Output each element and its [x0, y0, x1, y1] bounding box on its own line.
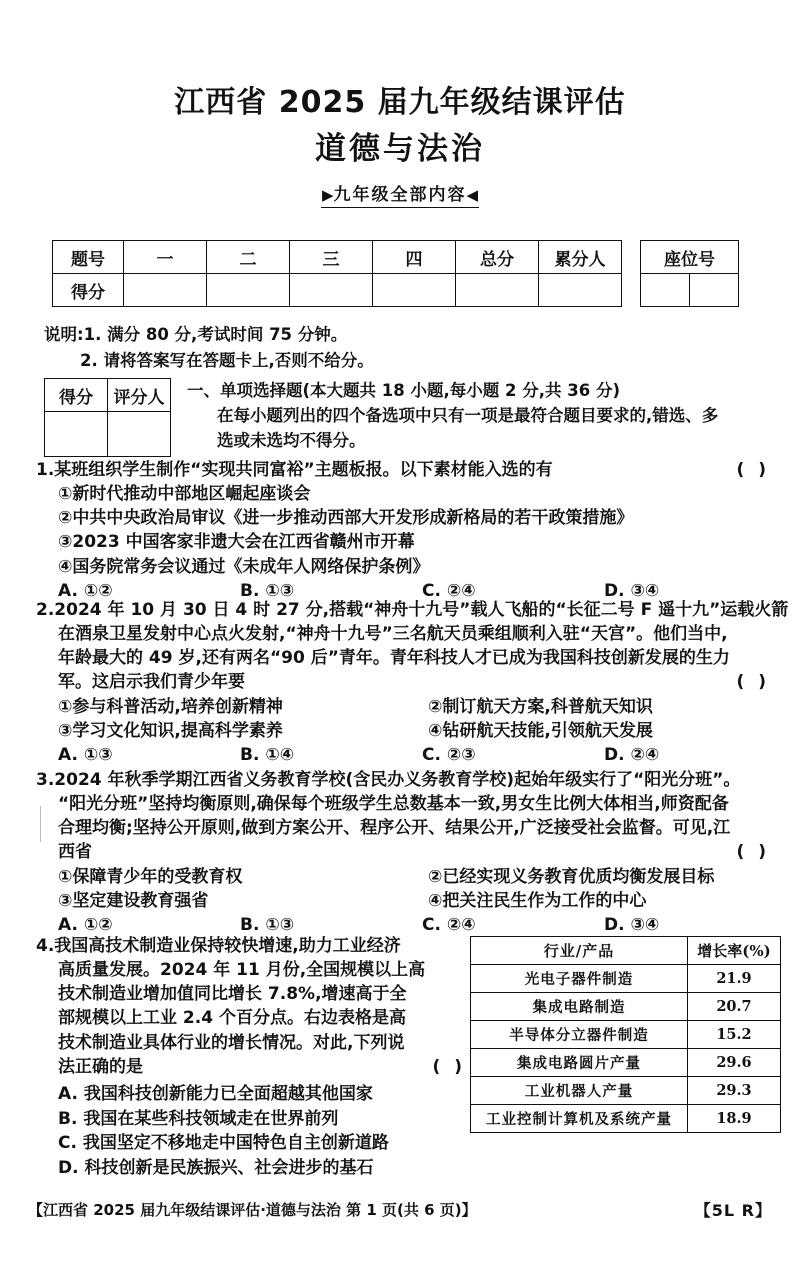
seat-cell-0[interactable] — [641, 274, 690, 307]
question-3-item-3: ③坚定建设教育强省 — [58, 890, 209, 911]
growth-row-2-name: 半导体分立器件制造 — [471, 1021, 688, 1049]
question-4-stem-line-6 — [36, 1055, 466, 1079]
growth-row-1-name: 集成电路制造 — [471, 993, 688, 1021]
growth-table-col-industry: 行业/产品 — [471, 937, 688, 965]
table-row — [45, 379, 171, 412]
question-2-stem-line-4 — [36, 670, 770, 694]
grader-cell-score[interactable] — [45, 412, 108, 457]
question-1-item-4: ④国务院常务会议通过《未成年人网络保护条例》 — [58, 556, 430, 577]
question-2-number: 2. — [36, 600, 55, 620]
question-2-stem-text-4: 军。这启示我们青少年要 — [58, 672, 245, 693]
score-value-3[interactable] — [373, 274, 456, 307]
question-4-options — [58, 1082, 518, 1181]
scope-text: 九年级全部内容 — [333, 184, 467, 205]
question-1-answer-paren[interactable]: ( ) — [736, 460, 770, 480]
growth-row-0-value: 21.9 — [688, 965, 781, 993]
score-value-0[interactable] — [124, 274, 207, 307]
question-3-stem-line-3: 合理均衡;坚持公开原则,做到方案公开、程序公开、结果公开,广泛接受社会监督。可见,江 — [58, 818, 731, 839]
footer-right-code: 【5L R】 — [694, 1201, 772, 1220]
question-1-option-c[interactable]: C. ②④ — [422, 580, 476, 601]
instructions-line-1 — [44, 322, 374, 348]
question-4-stem-text-1: 我国高技术制造业保持较快增速,助力工业经济 — [54, 936, 401, 956]
question-3-items-row-1 — [36, 865, 770, 889]
score-col-0: 一 — [124, 241, 207, 274]
table-row — [53, 241, 622, 274]
growth-row-4-name: 工业机器人产量 — [471, 1077, 688, 1105]
question-2-item-3: ③学习文化知识,提高科学素养 — [58, 720, 283, 741]
growth-row-5-name: 工业控制计算机及系统产量 — [471, 1105, 688, 1133]
triangle-right-icon: ▶ — [321, 185, 334, 204]
question-4-stem-line-5: 技术制造业具体行业的增长情况。对此,下列说 — [58, 1032, 405, 1053]
question-3-stem-line-2: “阳光分班”坚持均衡原则,确保每个班级学生总数基本一致,男女生比例大体相当,师资配备 — [58, 794, 729, 815]
seat-cell-1[interactable] — [690, 274, 739, 307]
growth-table-col-rate: 增长率(%) — [688, 937, 781, 965]
score-value-4[interactable] — [456, 274, 539, 307]
growth-row-5-value: 18.9 — [688, 1105, 781, 1133]
question-1-item-2: ②中共中央政治局审议《进一步推动西部大开发形成新格局的若干政策措施》 — [58, 508, 634, 529]
triangle-left-icon: ◀ — [466, 185, 479, 204]
question-3-item-2: ②已经实现义务教育优质均衡发展目标 — [428, 866, 715, 887]
question-2-option-d[interactable]: D. ②④ — [604, 744, 660, 765]
question-3-option-c[interactable]: C. ②④ — [422, 914, 476, 935]
table-row — [641, 241, 739, 274]
question-4-stem-text-6: 法正确的是 — [58, 1056, 143, 1077]
question-3-option-a[interactable]: A. ①② — [58, 914, 113, 935]
question-4-stem-line-1 — [36, 934, 466, 958]
subject-title: 道德与法治 — [315, 130, 485, 167]
table-row — [471, 965, 781, 993]
question-1-option-d[interactable]: D. ③④ — [604, 580, 660, 601]
question-1-number: 1. — [36, 460, 55, 480]
table-row — [53, 274, 622, 307]
growth-rate-table-wrap — [470, 936, 781, 1133]
score-row-label-0: 题号 — [53, 241, 124, 274]
score-col-4: 总分 — [456, 241, 539, 274]
growth-rate-table — [470, 936, 781, 1133]
question-1-option-b[interactable]: B. ①③ — [240, 580, 295, 601]
question-2-items-row-1 — [36, 695, 770, 719]
question-2-items-row-2 — [36, 719, 770, 743]
score-col-1: 二 — [207, 241, 290, 274]
question-3-items-row-2 — [36, 889, 770, 913]
question-4-option-b[interactable]: B. 我国在某些科技领域走在世界前列 — [58, 1108, 339, 1129]
question-4-stem-line-2: 高质量发展。2024 年 11 月份,全国规模以上高 — [58, 960, 426, 981]
question-2-stem-line-2: 在酒泉卫星发射中心点火发射,“神舟十九号”三名航天员乘组顺利入驻“天宫”。他们当中, — [58, 624, 728, 645]
question-2-stem-text-1: 2024 年 10 月 30 日 4 时 27 分,搭载“神舟十九号”载人飞船的“长征二号 F 遥十九”运载火箭 — [54, 600, 789, 620]
grader-header-marker: 评分人 — [108, 379, 171, 412]
growth-row-3-value: 29.6 — [688, 1049, 781, 1077]
question-4-option-c[interactable]: C. 我国坚定不移地走中国特色自主创新道路 — [58, 1133, 389, 1154]
instructions-label: 说明: — [44, 325, 84, 344]
question-1-item-1: ①新时代推动中部地区崛起座谈会 — [58, 484, 311, 505]
section-1-heading: 一、单项选择题(本大题共 18 小题,每小题 2 分,共 36 分) — [187, 381, 620, 400]
question-4 — [36, 934, 466, 1079]
question-3-stem-text-1: 2024 年秋季学期江西省义务教育学校(含民办义务教育学校)起始年级实行了“阳光分班”。 — [54, 770, 741, 790]
seat-number-table — [640, 240, 739, 307]
question-2-option-b[interactable]: B. ①④ — [240, 744, 295, 765]
page-title: 江西省 2025 届九年级结课评估 — [174, 85, 626, 120]
question-2-option-c[interactable]: C. ②③ — [422, 744, 476, 765]
growth-row-2-value: 15.2 — [688, 1021, 781, 1049]
score-table — [52, 240, 622, 307]
grader-score-table — [44, 378, 171, 457]
section-1-block — [44, 378, 770, 457]
instructions-block — [44, 322, 374, 373]
table-row — [641, 274, 739, 307]
page-footer — [0, 1198, 800, 1221]
grader-header-score: 得分 — [45, 379, 108, 412]
question-1-stem-text: 某班组织学生制作“实现共同富裕”主题板报。以下素材能入选的有 — [54, 460, 553, 480]
question-2-options — [36, 743, 770, 767]
question-3-answer-paren[interactable]: ( ) — [736, 842, 770, 863]
table-row — [45, 412, 171, 457]
score-value-2[interactable] — [290, 274, 373, 307]
table-header-row — [471, 937, 781, 965]
question-4-number: 4. — [36, 936, 55, 956]
instructions-item-2: 2. 请将答案写在答题卡上,否则不给分。 — [80, 350, 374, 370]
score-value-1[interactable] — [207, 274, 290, 307]
score-row-label-1: 得分 — [53, 274, 124, 307]
question-2 — [36, 598, 789, 767]
question-4-stem-line-3: 技术制造业增加值同比增长 7.8%,增速高于全 — [58, 984, 407, 1005]
question-1 — [36, 458, 770, 603]
question-4-option-a[interactable]: A. 我国科技创新能力已全面超越其他国家 — [58, 1084, 373, 1104]
section-1-text — [187, 378, 718, 453]
question-1-item-3: ③2023 中国客家非遗大会在江西省赣州市开幕 — [58, 532, 415, 553]
growth-row-0-name: 光电子器件制造 — [471, 965, 688, 993]
question-3 — [36, 768, 770, 937]
section-1-instruction-line-2: 选或未选均不得分。 — [217, 430, 366, 450]
table-row — [471, 993, 781, 1021]
score-value-5[interactable] — [539, 274, 622, 307]
question-3-option-d[interactable]: D. ③④ — [604, 914, 660, 935]
question-2-option-a[interactable]: A. ①③ — [58, 744, 113, 765]
footer-left-text: 【江西省 2025 届九年级结课评估·道德与法治 第 1 页(共 6 页)】 — [28, 1201, 477, 1219]
question-3-number: 3. — [36, 770, 55, 790]
question-3-item-4: ④把关注民生作为工作的中心 — [428, 890, 647, 911]
question-1-stem — [36, 458, 770, 482]
question-3-stem-line-4 — [36, 840, 770, 864]
question-4-option-d[interactable]: D. 科技创新是民族振兴、社会进步的基石 — [58, 1157, 374, 1178]
question-1-option-a[interactable]: A. ①② — [58, 580, 113, 601]
scope-box — [321, 180, 479, 208]
table-row — [471, 1049, 781, 1077]
question-2-stem-line-1 — [36, 598, 789, 622]
question-2-answer-paren[interactable]: ( ) — [736, 672, 770, 693]
grader-cell-marker[interactable] — [108, 412, 171, 457]
score-col-2: 三 — [290, 241, 373, 274]
instructions-item-1: 1. 满分 80 分,考试时间 75 分钟。 — [83, 325, 348, 344]
question-4-answer-paren[interactable]: ( ) — [432, 1056, 466, 1077]
question-2-item-2: ②制订航天方案,科普航天知识 — [428, 696, 653, 717]
question-3-stem-text-4: 西省 — [58, 842, 92, 863]
score-col-3: 四 — [373, 241, 456, 274]
question-3-item-1: ①保障青少年的受教育权 — [58, 866, 243, 887]
question-3-option-b[interactable]: B. ①③ — [240, 914, 295, 935]
table-row — [471, 1105, 781, 1133]
table-row — [471, 1021, 781, 1049]
question-3-stem-line-1 — [36, 768, 770, 792]
table-row — [471, 1077, 781, 1105]
question-2-item-1: ①参与科普活动,培养创新精神 — [58, 696, 283, 717]
section-1-instruction-line-1: 在每小题列出的四个备选项中只有一项是最符合题目要求的,错选、多 — [217, 405, 719, 425]
growth-row-4-value: 29.3 — [688, 1077, 781, 1105]
score-col-5: 累分人 — [539, 241, 622, 274]
growth-row-3-name: 集成电路圆片产量 — [471, 1049, 688, 1077]
seat-number-header: 座位号 — [641, 241, 739, 274]
scope-line — [0, 180, 800, 208]
question-2-stem-line-3: 年龄最大的 49 岁,还有两名“90 后”青年。青年科技人才已成为我国科技创新发展的生力 — [58, 648, 730, 669]
question-2-item-4: ④钻研航天技能,引领航天发展 — [428, 720, 653, 741]
growth-row-1-value: 20.7 — [688, 993, 781, 1021]
score-tables-row — [52, 240, 764, 307]
question-4-stem-line-4: 部规模以上工业 2.4 个百分点。右边表格是高 — [58, 1008, 406, 1029]
